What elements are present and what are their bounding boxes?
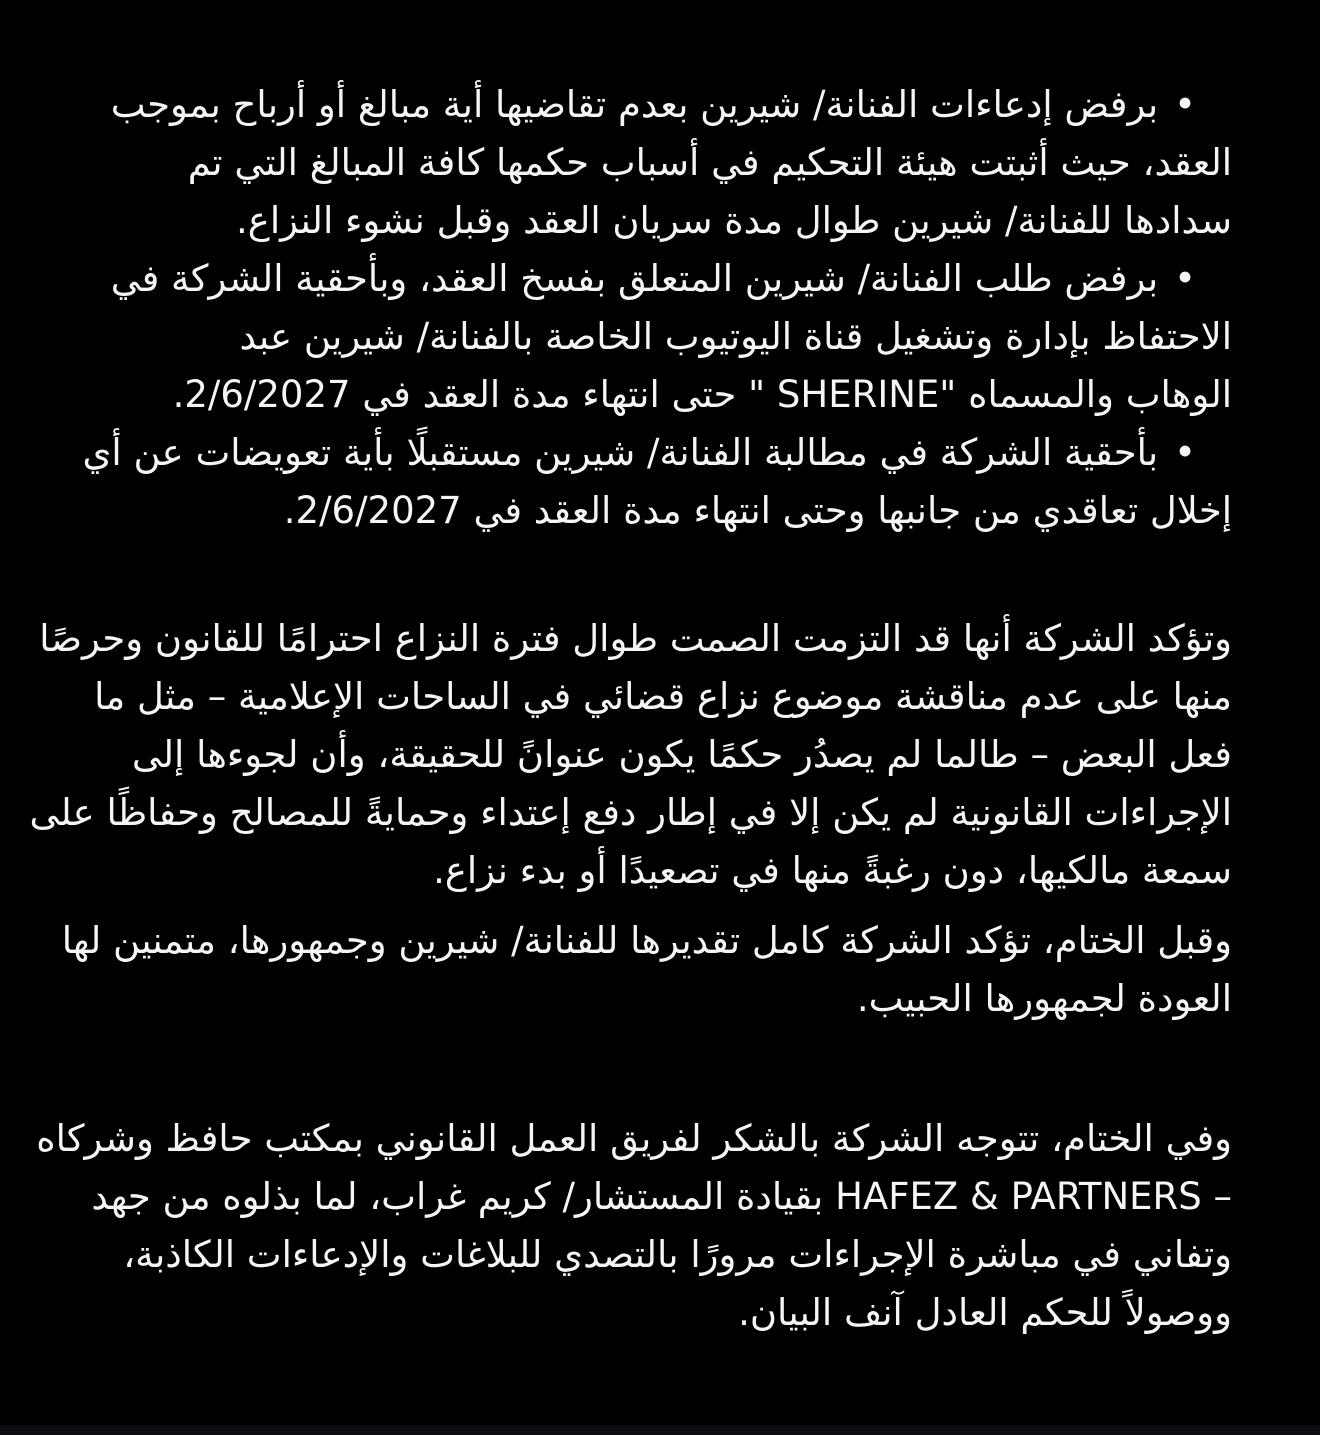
statement-line: وتؤكد الشركة أنها قد التزمت الصمت طوال فترة النزاع احترامًا للقانون وحرصًا [39,617,1232,660]
statement-line: فعل البعض – طالما لم يصدُر حكمًا يكون عنوانً للحقيقة، وأن لجوءها إلى [131,733,1232,776]
statement-line: وفي الختام، تتوجه الشركة بالشكر لفريق العمل القانوني بمكتب حافظ وشركاه [36,1117,1232,1160]
statement-line: منها على عدم مناقشة موضوع نزاع قضائي في الساحات الإعلامية – مثل ما [94,675,1232,718]
bullet-line-text: بأحقية الشركة في مطالبة الفنانة/ شيرين مستقبلًا بأية تعويضات عن أي [82,431,1159,474]
bullet-line-text: برفض طلب الفنانة/ شيرين المتعلق بفسخ العقد، وبأحقية الشركة في [110,257,1159,300]
statement-line: ووصولاً للحكم العادل آنف البيان. [738,1291,1232,1334]
paragraph [36,1110,1232,1342]
statement-line [80,76,1232,134]
statement-line: إخلال تعاقدي من جانبها وحتى انتهاء مدة العقد في 2/6/2027. [283,489,1232,532]
bullet-item [80,424,1232,540]
statement-line: العقد، حيث أثبتت هيئة التحكيم في أسباب حكمها كافة المبالغ التي تم [187,141,1232,184]
statement-line: وقبل الختام، تؤكد الشركة كامل تقديرها للفنانة/ شيرين وجمهورها، متمنين لها [61,919,1232,962]
bullet-icon: • [1174,83,1196,126]
bottom-edge-strip [0,1425,1320,1435]
statement-line: – HAFEZ & PARTNERS بقيادة المستشار/ كريم غراب، لما بذلوه من جهد [91,1175,1232,1218]
statement-line: سمعة مالكيها، دون رغبةً منها في تصعيدًا أو بدء نزاع. [433,849,1232,892]
bullet-item [80,76,1232,250]
statement-line: سدادها للفنانة/ شيرين طوال مدة سريان العقد وقبل نشوء النزاع. [235,199,1232,242]
bullet-line-text: برفض إدعاءات الفنانة/ شيرين بعدم تقاضيها أية مبالغ أو أرباح بموجب [110,83,1159,126]
bullet-list [80,76,1232,540]
statement-line: الإجراءات القانونية لم يكن إلا في إطار دفع إعتداء وحمايةً للمصالح وحفاظًا على [29,791,1232,834]
statement-line: العودة لجمهورها الحبيب. [856,977,1232,1020]
bullet-item [80,250,1232,424]
paragraph [29,610,1232,900]
statement-line [80,250,1232,308]
statement-line: الوهاب والمسماه "SHERINE " حتى انتهاء مدة العقد في 2/6/2027. [172,373,1232,416]
statement-line [80,424,1232,482]
bullet-icon: • [1174,257,1196,300]
statement-line: الاحتفاظ بإدارة وتشغيل قناة اليوتيوب الخاصة بالفنانة/ شيرين عبد [239,315,1232,358]
paragraph [61,912,1232,1028]
bullet-icon: • [1174,431,1196,474]
statement-line: وتفاني في مباشرة الإجراءات مرورًا بالتصدي للبلاغات والإدعاءات الكاذبة، [123,1233,1232,1276]
